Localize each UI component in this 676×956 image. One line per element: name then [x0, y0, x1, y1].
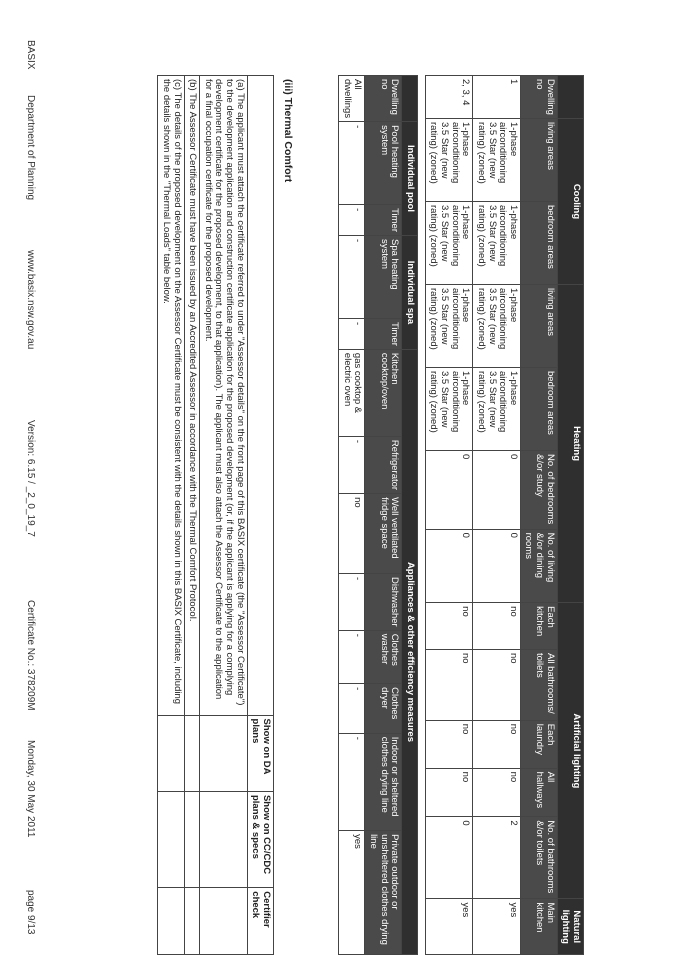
thermal-item: (c) The details of the proposed development on the Assessor Certificate must be consistent with the details shown in this BASIX Certificate, including the details shown in the "Thermal Loads" table below.: [158, 76, 184, 716]
footer-page: page 9/13: [25, 890, 36, 935]
artificial-lighting-group-header: Artificial lighting: [557, 603, 583, 899]
table-cell: no: [473, 768, 521, 817]
col-header-show-on-cc-plans: Show on CC/CDC plans & specs: [247, 791, 273, 887]
thermal-item: (a) The applicant must attach the certificate referred to under "Assessor details" on the front page of this BASIX certificate (the "Assessor Certificate") to the development application and construction certificate application for the proposed development (or, if the applicant is applying for a complying development certificate for the proposed development, to that application). The applicant must also attach the Assessor Certificate to the application for a final occupation certificate for the proposed development.: [200, 76, 248, 716]
col-header: Pool heating system: [365, 122, 402, 205]
footer-date: Monday, 30 May 2011: [25, 740, 36, 838]
table-cell: [184, 791, 200, 887]
col-header: Dwelling no: [365, 76, 402, 122]
table-cell: no: [473, 649, 521, 720]
table-cell: no: [425, 720, 473, 768]
table-cell: yes: [473, 899, 521, 955]
col-header: All bathrooms/ toilets: [520, 649, 557, 720]
appliances-group-header: Appliances & other efficiency measures: [402, 349, 418, 954]
table-row: [339, 76, 365, 955]
table-cell: -: [339, 122, 365, 205]
thermal-item: (b) The Assessor Certificate must have been issued by an Accredited Assessor in accordance with the Thermal Comfort Protocol.: [184, 76, 200, 716]
col-header: Well ventilated fridge space: [365, 494, 402, 574]
blank-group-header: [557, 76, 583, 119]
individual-spa-group-header: Individual spa: [402, 236, 418, 350]
col-header: Kitchen cooktop/oven: [365, 349, 402, 436]
table-cell: [158, 715, 184, 791]
col-header: Each laundry: [520, 720, 557, 768]
group-header-row: [557, 76, 583, 955]
col-header: Timer: [365, 205, 402, 236]
thermal-comfort-table: [157, 75, 274, 955]
table-cell: 0: [473, 451, 521, 530]
cooling-heating-lighting-table: [425, 75, 584, 955]
table-cell: [158, 791, 184, 887]
table-cell: 1-phase airconditioning 3.5 Star (new rating) (zoned): [425, 368, 473, 451]
col-header: bedroom areas: [520, 202, 557, 285]
table-cell: [200, 715, 248, 791]
table-cell: 0: [425, 817, 473, 899]
table-cell: -: [339, 574, 365, 631]
table-cell: yes: [339, 831, 365, 955]
blank-group-header: [402, 76, 418, 122]
table-cell: [200, 888, 248, 955]
table-cell: -: [339, 205, 365, 236]
col-header: Clothes dryer: [365, 684, 402, 734]
table-cell: yes: [425, 899, 473, 955]
footer-basix: BASIX: [25, 40, 36, 70]
table-cell: [184, 888, 200, 955]
column-header-row: [520, 76, 557, 955]
table-row: [425, 76, 473, 955]
col-header: [247, 76, 273, 716]
col-header: Dishwasher: [365, 574, 402, 631]
table-cell: no: [339, 494, 365, 574]
heating-group-header: Heating: [557, 285, 583, 603]
col-header: living areas: [520, 285, 557, 368]
table-cell: -: [339, 319, 365, 350]
table-cell: 0: [425, 529, 473, 603]
table-cell: 0: [425, 451, 473, 530]
table-cell: 1-phase airconditioning 3.5 Star (new rating) (zoned): [473, 119, 521, 202]
table-cell: no: [473, 603, 521, 650]
table-cell: -: [339, 630, 365, 683]
table-cell: 2: [473, 817, 521, 899]
table-cell: 1-phase airconditioning 3.5 Star (new rating) (zoned): [473, 368, 521, 451]
column-header-row: [365, 76, 402, 955]
table-cell: All dwellings: [339, 76, 365, 122]
col-header: Spa heating system: [365, 236, 402, 319]
table-cell: [158, 888, 184, 955]
col-header: bedroom areas: [520, 368, 557, 451]
table-cell: -: [339, 236, 365, 319]
col-header: living areas: [520, 119, 557, 202]
individual-pool-group-header: Individual pool: [402, 122, 418, 236]
pool-spa-appliances-table: [338, 75, 418, 955]
col-header: Dwelling no: [520, 76, 557, 119]
col-header-show-on-da-plans: Show on DA plans: [247, 715, 273, 791]
col-header: Indoor or sheltered clothes drying line: [365, 733, 402, 830]
col-header: Each kitchen: [520, 603, 557, 650]
table-cell: no: [425, 649, 473, 720]
table-cell: 1-phase airconditioning 3.5 Star (new rating) (zoned): [473, 285, 521, 368]
col-header: No. of bedrooms &/or study: [520, 451, 557, 530]
table-cell: 0: [473, 529, 521, 603]
natural-lighting-group-header: Natural lighting: [557, 899, 583, 955]
col-header-certifier-check: Certifier check: [247, 888, 273, 955]
column-header-row: [247, 76, 273, 955]
col-header: Refrigerator: [365, 436, 402, 493]
thermal-comfort-title: (iii) Thermal Comfort: [282, 79, 294, 183]
col-header: Main kitchen: [520, 899, 557, 955]
table-cell: [200, 791, 248, 887]
table-cell: 1-phase airconditioning 3.5 Star (new rating) (zoned): [425, 202, 473, 285]
table-cell: 1-phase airconditioning 3.5 Star (new rating) (zoned): [473, 202, 521, 285]
table-cell: no: [425, 603, 473, 650]
group-header-row: [402, 76, 418, 955]
table-row: [473, 76, 521, 955]
thermal-comfort-section: [157, 75, 294, 955]
table-cell: -: [339, 436, 365, 493]
footer-version: Version: 6.15 / _2_0_19_7: [25, 420, 36, 537]
cooling-group-header: Cooling: [557, 119, 583, 285]
table-row: [158, 76, 184, 955]
table-row: [200, 76, 248, 955]
table-cell: [184, 715, 200, 791]
col-header: No. of bathrooms &/or toilets: [520, 817, 557, 899]
footer-certificate: Certificate No.: 378209M: [25, 600, 36, 711]
col-header: Private outdoor or unsheltered clothes drying line: [365, 831, 402, 955]
table-row: [184, 76, 200, 955]
table-cell: gas cooktop & electric oven: [339, 349, 365, 436]
table-cell: no: [425, 768, 473, 817]
footer-department: Department of Planning: [25, 95, 36, 201]
table-cell: 2, 3, 4: [425, 76, 473, 119]
table-cell: 1-phase airconditioning 3.5 Star (new rating) (zoned): [425, 285, 473, 368]
col-header: Clothes washer: [365, 630, 402, 683]
col-header: Timer: [365, 319, 402, 350]
table-cell: -: [339, 733, 365, 830]
footer-website: www.basix.nsw.gov.au: [25, 250, 36, 350]
table-cell: 1-phase airconditioning 3.5 Star (new rating) (zoned): [425, 119, 473, 202]
table-cell: 1: [473, 76, 521, 119]
table-cell: no: [473, 720, 521, 768]
col-header: No. of living &/or dining rooms: [520, 529, 557, 603]
table-cell: -: [339, 684, 365, 734]
col-header: All hallways: [520, 768, 557, 817]
